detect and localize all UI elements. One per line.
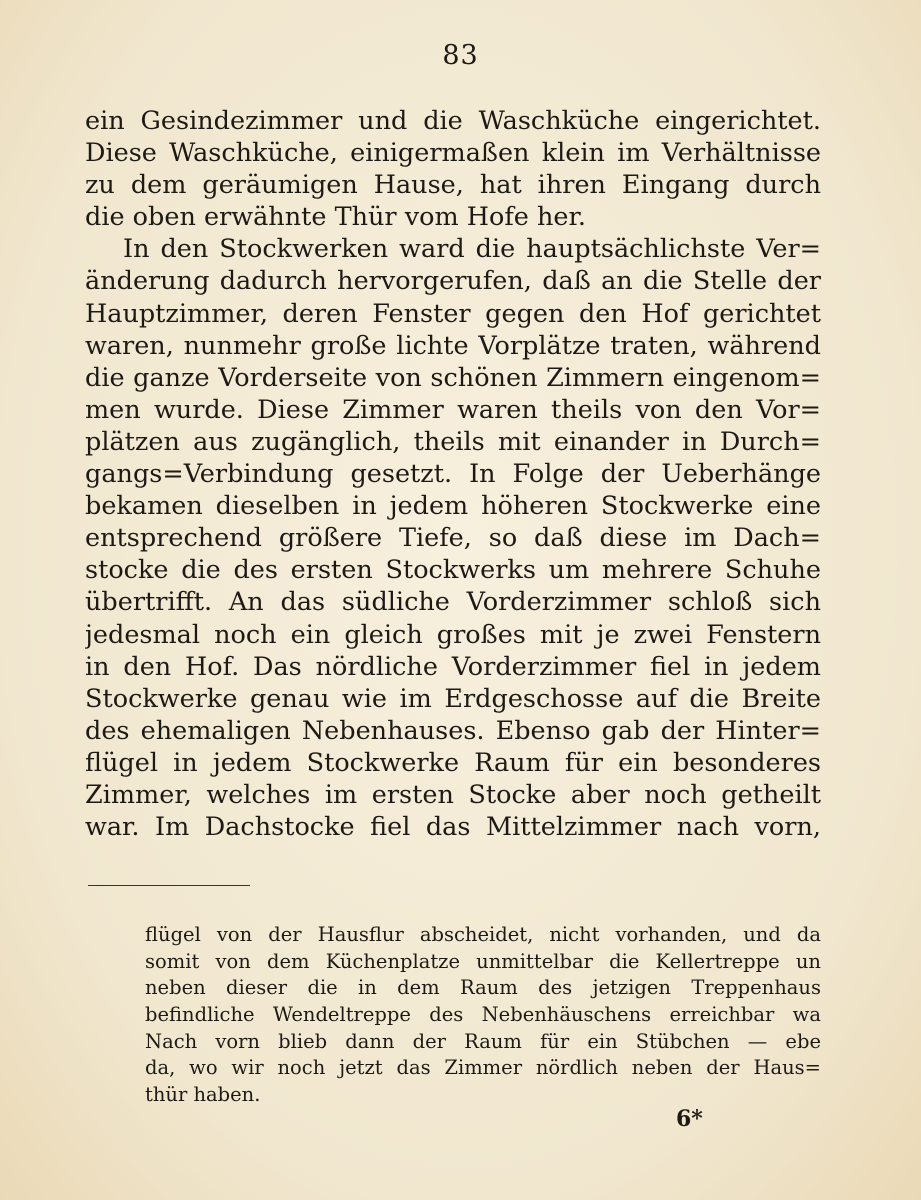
footnote-line: befindliche Wendeltreppe des Nebenhäuschens erreichbar wa <box>145 1003 821 1027</box>
text-line: flügel in jedem Stockwerke Raum für ein besonderes <box>85 747 821 778</box>
footnote-divider <box>88 885 250 886</box>
footnote-line: neben dieser die in dem Raum des jetzigen Treppenhaus <box>145 976 821 1000</box>
text-line: plätzen aus zugänglich, theils mit einander in Durch= <box>85 426 821 457</box>
main-text-block <box>85 105 821 843</box>
text-line: men wurde. Diese Zimmer waren theils von den Vor= <box>85 394 821 425</box>
text-line: des ehemaligen Nebenhauses. Ebenso gab der Hinter= <box>85 715 821 746</box>
text-line: stocke die des ersten Stockwerks um mehrere Schuhe <box>85 555 821 586</box>
text-line: übertrifft. An das südliche Vorderzimmer schloß sich <box>85 587 821 618</box>
footnote-line: flügel von der Hausflur abscheidet, nicht vorhanden, und da <box>145 923 821 946</box>
signature-mark: 6* <box>676 1106 703 1132</box>
footnote-line: da, wo wir noch jetzt das Zimmer nördlich neben der Haus= <box>145 1056 821 1080</box>
text-line: Hauptzimmer, deren Fenster gegen den Hof gerichtet <box>85 298 821 329</box>
text-line: gangs=Verbindung gesetzt. In Folge der Ueberhänge <box>85 459 821 490</box>
text-line: Stockwerke genau wie im Erdgeschosse auf die Breite <box>85 683 821 714</box>
text-line: die ganze Vorderseite von schönen Zimmern eingenom= <box>85 362 821 393</box>
text-line: Zimmer, welches im ersten Stocke aber noch getheilt <box>85 779 821 810</box>
page-number: 83 <box>442 40 479 71</box>
text-line: jedesmal noch ein gleich großes mit je zwei Fenstern <box>85 619 821 650</box>
footnote-line: Nach vorn blieb dann der Raum für ein Stübchen — ebe <box>145 1029 821 1053</box>
text-line: waren, nunmehr große lichte Vorplätze traten, während <box>85 330 821 361</box>
footnote-line: thür haben. <box>145 1083 261 1107</box>
text-line: entsprechend größere Tiefe, so daß diese im Dach= <box>85 523 821 554</box>
text-line: in den Hof. Das nördliche Vorderzimmer fiel in jedem <box>85 651 821 682</box>
text-line: In den Stockwerken ward die hauptsächlichste Ver= <box>123 234 821 265</box>
text-line: änderung dadurch hervorgerufen, daß an die Stelle der <box>85 266 821 297</box>
footnote-block <box>145 922 821 1109</box>
text-line: die oben erwähnte Thür vom Hofe her. <box>85 202 586 233</box>
text-line: Diese Waschküche, einigermaßen klein im Verhältnisse <box>85 138 821 169</box>
footnote-line: somit von dem Küchenplatze unmittelbar die Kellertreppe un <box>145 949 821 973</box>
text-line: bekamen dieselben in jedem höheren Stockwerke eine <box>85 491 821 522</box>
text-line: ein Gesindezimmer und die Waschküche eingerichtet. <box>85 106 821 136</box>
text-line: war. Im Dachstocke fiel das Mittelzimmer nach vorn, <box>85 812 821 843</box>
text-line: zu dem geräumigen Hause, hat ihren Eingang durch <box>85 170 821 201</box>
